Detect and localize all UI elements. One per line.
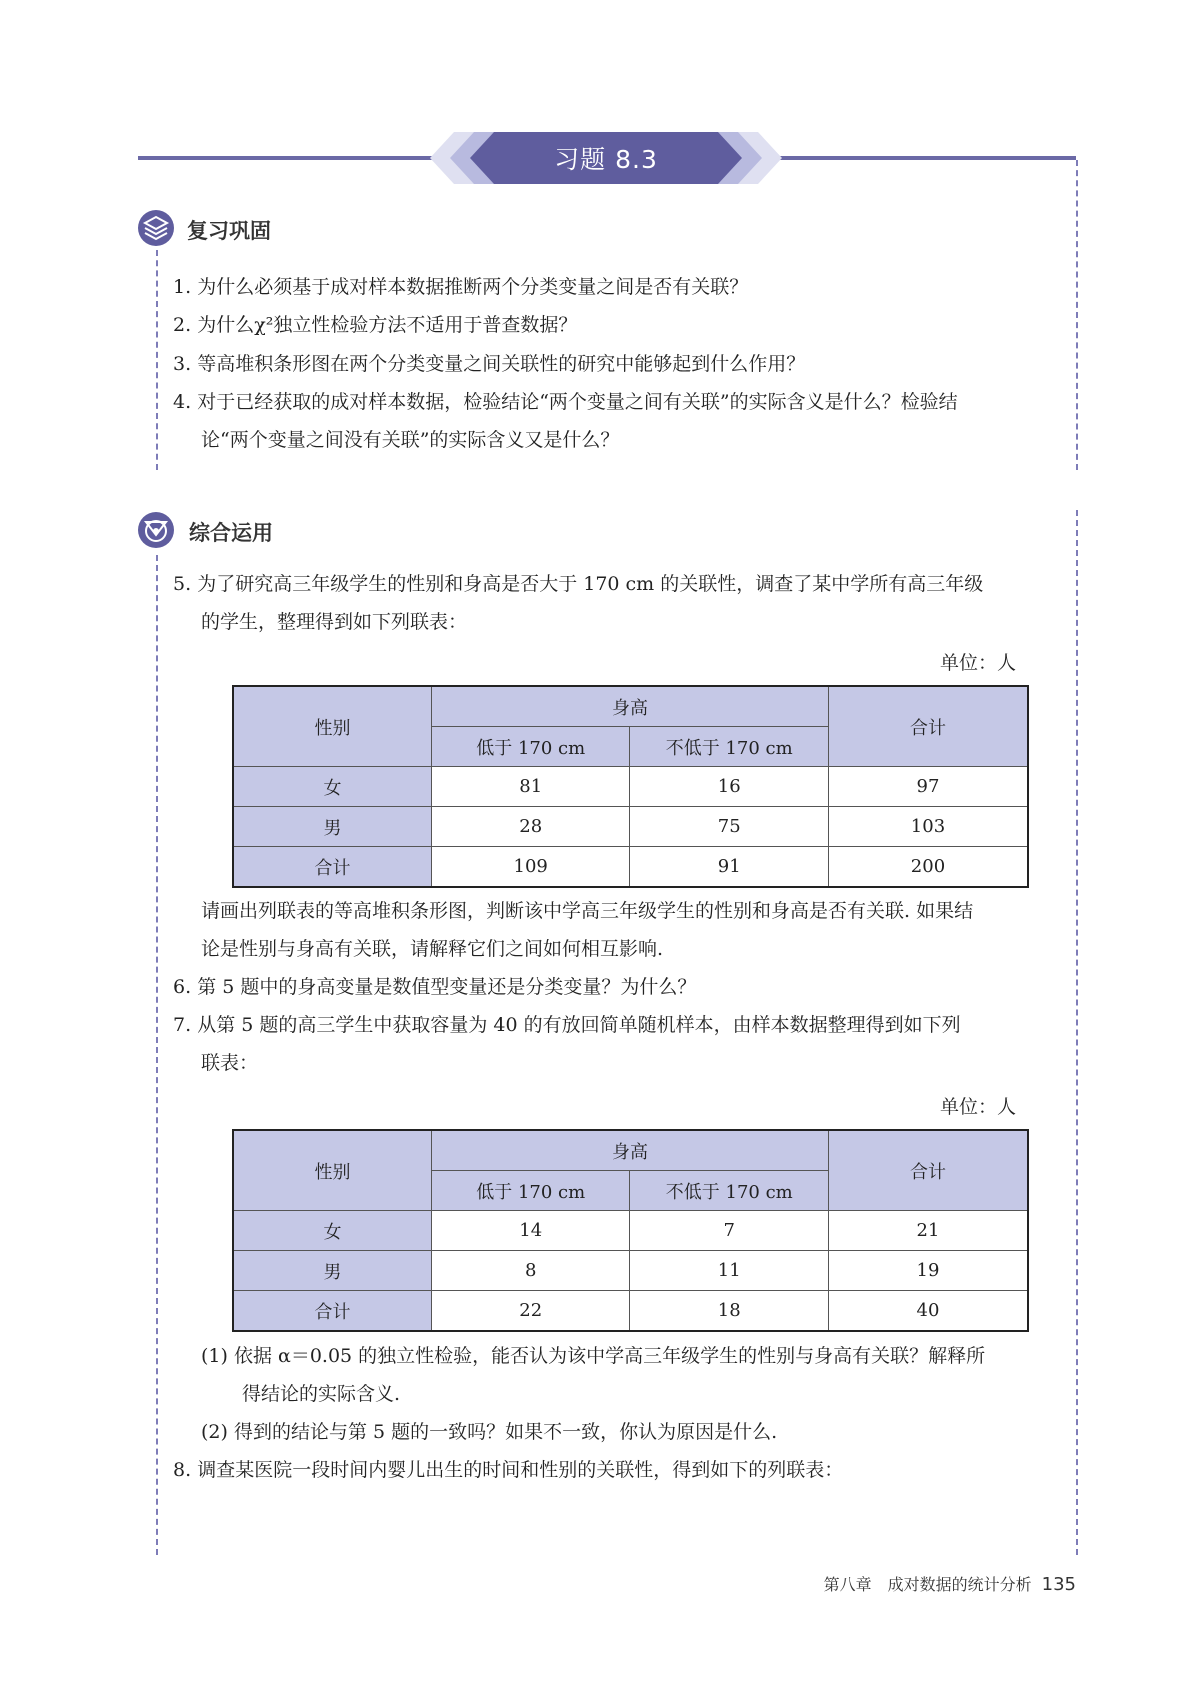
question-4	[173, 383, 958, 421]
cell-total: 19	[829, 1251, 1029, 1291]
row-label: 合计	[233, 1291, 431, 1332]
question-7	[173, 1006, 961, 1044]
header-below-170: 低于 170 cm	[431, 727, 630, 767]
review-right-dash	[1076, 160, 1078, 470]
header-total: 合计	[828, 686, 1028, 767]
cell-not-below: 16	[630, 767, 829, 807]
question-2	[173, 306, 577, 344]
contingency-table-1	[232, 685, 1029, 888]
contingency-table-2	[232, 1129, 1029, 1332]
cell-not-below: 7	[630, 1211, 829, 1251]
question-8	[173, 1451, 843, 1489]
header-total: 合计	[829, 1130, 1029, 1211]
sub-question-number: (2)	[201, 1421, 228, 1443]
table-row	[233, 767, 1028, 807]
question-3	[173, 345, 805, 383]
cell-total: 103	[828, 807, 1028, 847]
table-1-unit: 单位：人	[940, 652, 1017, 674]
table-row	[233, 1291, 1028, 1332]
question-number: 2.	[173, 314, 192, 336]
question-7-sub-2	[201, 1413, 777, 1451]
question-6	[173, 968, 696, 1006]
question-number: 4.	[173, 391, 192, 413]
header-not-below-170: 不低于 170 cm	[630, 727, 829, 767]
row-label: 女	[233, 1211, 431, 1251]
header-rule-left	[138, 156, 438, 160]
header-gender: 性别	[233, 1130, 431, 1211]
apply-section-title: 综合运用	[189, 521, 273, 545]
cell-not-below: 91	[630, 847, 829, 888]
question-number: 7.	[173, 1014, 192, 1036]
question-7-sub-1-continuation: 得结论的实际含义.	[242, 1383, 401, 1405]
header-height: 身高	[431, 1130, 828, 1171]
cell-total: 200	[828, 847, 1028, 888]
table-2-unit: 单位：人	[940, 1096, 1017, 1118]
table-row	[233, 1211, 1028, 1251]
cell-below: 22	[431, 1291, 630, 1332]
sub-question-text: 依据 α＝0.05 的独立性检验，能否认为该中学高三年级学生的性别与身高有关联？解释所	[233, 1345, 986, 1367]
page-footer	[824, 1572, 1076, 1595]
exercise-banner	[430, 132, 782, 184]
cell-total: 97	[828, 767, 1028, 807]
cell-below: 109	[431, 847, 630, 888]
question-5-after-table-1: 请画出列联表的等高堆积条形图，判断该中学高三年级学生的性别和身高是否有关联. 如果结	[201, 900, 974, 922]
row-label: 女	[233, 767, 431, 807]
question-text: 为什么χ²独立性检验方法不适用于普查数据？	[197, 314, 578, 336]
cell-total: 40	[829, 1291, 1029, 1332]
question-5-after-table-2: 论是性别与身高有关联，请解释它们之间如何相互影响.	[201, 938, 664, 960]
cell-below: 28	[431, 807, 630, 847]
question-5-continuation: 的学生，整理得到如下列联表：	[201, 611, 468, 633]
question-number: 8.	[173, 1459, 192, 1481]
stack-layers-icon	[137, 209, 175, 247]
cell-below: 81	[431, 767, 630, 807]
sub-question-text: 得到的结论与第 5 题的一致吗？如果不一致，你认为原因是什么.	[233, 1421, 778, 1443]
review-left-dash	[156, 250, 158, 470]
apply-right-dash	[1076, 510, 1078, 1555]
cell-total: 21	[829, 1211, 1029, 1251]
question-number: 5.	[173, 573, 192, 595]
table-row	[233, 1251, 1028, 1291]
question-text: 等高堆积条形图在两个分类变量之间关联性的研究中能够起到什么作用？	[197, 353, 806, 375]
question-7-continuation: 联表：	[201, 1052, 259, 1074]
cell-below: 14	[431, 1211, 630, 1251]
chapter-title: 第八章 成对数据的统计分析	[823, 1575, 1032, 1594]
cell-not-below: 11	[630, 1251, 829, 1291]
header-gender: 性别	[233, 686, 431, 767]
table-row	[233, 847, 1028, 888]
review-section-title: 复习巩固	[187, 219, 271, 243]
page-number: 135	[1041, 1574, 1076, 1595]
row-label: 合计	[233, 847, 431, 888]
header-height: 身高	[431, 686, 828, 727]
table-row	[233, 807, 1028, 847]
header-rule-right	[774, 156, 1076, 160]
header-not-below-170: 不低于 170 cm	[630, 1171, 829, 1211]
question-number: 6.	[173, 976, 192, 998]
question-5	[173, 565, 983, 603]
row-label: 男	[233, 1251, 431, 1291]
cell-not-below: 18	[630, 1291, 829, 1332]
question-number: 3.	[173, 353, 192, 375]
question-1	[173, 268, 748, 306]
question-text: 从第 5 题的高三学生中获取容量为 40 的有放回简单随机样本，由样本数据整理得到如下列	[197, 1014, 961, 1036]
row-label: 男	[233, 807, 431, 847]
question-text: 对于已经获取的成对样本数据，检验结论“两个变量之间有关联”的实际含义是什么？检验结	[197, 391, 958, 413]
header-below-170: 低于 170 cm	[431, 1171, 630, 1211]
question-text: 为什么必须基于成对样本数据推断两个分类变量之间是否有关联？	[197, 276, 749, 298]
question-7-sub-1	[201, 1337, 985, 1375]
target-circle-icon	[137, 511, 175, 549]
sub-question-number: (1)	[201, 1345, 228, 1367]
cell-not-below: 75	[630, 807, 829, 847]
question-text: 第 5 题中的身高变量是数值型变量还是分类变量？为什么？	[197, 976, 697, 998]
question-4-continuation: 论“两个变量之间没有关联”的实际含义又是什么？	[201, 429, 620, 451]
cell-below: 8	[431, 1251, 630, 1291]
question-number: 1.	[173, 276, 192, 298]
apply-left-dash	[156, 555, 158, 1555]
question-text: 为了研究高三年级学生的性别和身高是否大于 170 cm 的关联性，调查了某中学所有高三年级	[197, 573, 984, 595]
question-text: 调查某医院一段时间内婴儿出生的时间和性别的关联性，得到如下的列联表：	[197, 1459, 844, 1481]
exercise-title: 习题 8.3	[554, 145, 658, 174]
